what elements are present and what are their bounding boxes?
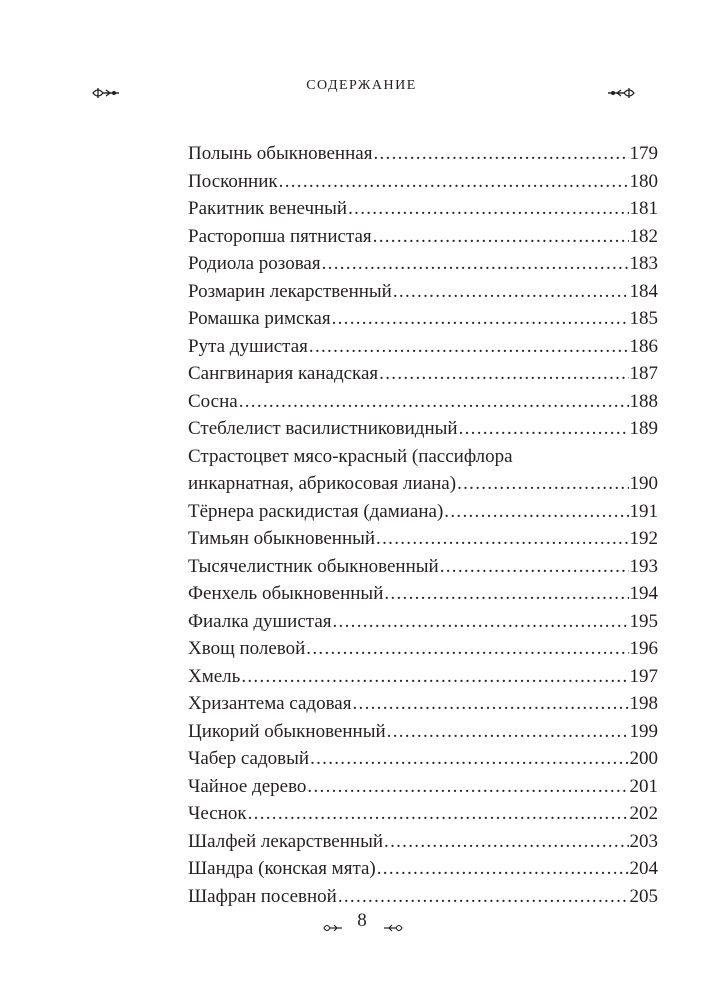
toc-entry xyxy=(188,828,658,856)
toc-entry-title: Чабер садовый xyxy=(188,748,310,769)
toc-entry-title: Чеснок xyxy=(188,803,247,824)
toc-entry xyxy=(188,800,658,828)
toc-entry-page: 196 xyxy=(629,638,658,659)
page-number: 8 xyxy=(357,910,367,931)
toc-entry-page: 197 xyxy=(629,665,658,687)
toc-entry-page: 183 xyxy=(629,253,658,274)
toc-entry-title: Хризантема садовая xyxy=(188,693,352,714)
toc-entry-title: Розмарин лекарственный xyxy=(188,280,392,302)
toc-entry-page: 204 xyxy=(629,858,658,879)
toc-entry-title-line2: инкарнатная, абрикосовая лиана) xyxy=(188,473,457,494)
toc-entry-page: 191 xyxy=(629,500,658,522)
toc-entry xyxy=(188,525,658,553)
toc-entry xyxy=(188,745,658,773)
toc-entry xyxy=(188,305,658,333)
toc-entry-title: Тимьян обыкновенный xyxy=(188,528,376,549)
toc-entry xyxy=(188,333,658,361)
toc-entry-page: 199 xyxy=(629,720,658,742)
toc-entry xyxy=(188,388,658,416)
toc-entry-page: 200 xyxy=(629,748,658,769)
toc-entry xyxy=(188,580,658,608)
toc-entry-title: Шалфей лекарственный xyxy=(188,830,384,852)
toc-entry xyxy=(188,663,658,691)
toc-entry-title: Цикорий обыкновенный xyxy=(188,720,386,742)
toc-entry-page: 184 xyxy=(629,280,658,302)
toc-entry xyxy=(188,718,658,746)
toc-entry-page: 187 xyxy=(629,363,658,384)
toc-entry xyxy=(188,553,658,581)
toc-entry-page: 201 xyxy=(629,775,658,797)
toc-entry-title: Ракитник венечный xyxy=(188,198,348,219)
toc-entry-title: Шафран посевной xyxy=(188,885,337,907)
toc-entry-page: 182 xyxy=(629,225,658,247)
toc-entry xyxy=(188,470,658,498)
toc-entry-title: Ромашка римская xyxy=(188,308,331,329)
toc-entry xyxy=(188,855,658,883)
toc-entry-page: 179 xyxy=(629,143,658,164)
toc-entry xyxy=(188,140,658,168)
header-title: СОДЕРЖАНИЕ xyxy=(306,78,417,93)
toc-entry-title: Рута душистая xyxy=(188,335,308,357)
toc-entry xyxy=(188,690,658,718)
toc-entry-page: 188 xyxy=(629,390,658,412)
toc-entry xyxy=(188,250,658,278)
toc-entry xyxy=(188,360,658,388)
toc-entry xyxy=(188,195,658,223)
toc-entry-title: Чайное дерево xyxy=(188,775,307,797)
toc-entry-page: 195 xyxy=(629,610,658,632)
toc-entry-title: Шандра (конская мята) xyxy=(188,858,376,879)
toc-entry-page: 198 xyxy=(629,693,658,714)
toc-entry-page: 203 xyxy=(629,830,658,852)
toc-entry-page: 193 xyxy=(629,555,658,577)
toc-entry-title: Посконник xyxy=(188,170,278,192)
footer-ornament-right-icon xyxy=(383,920,403,938)
toc-entry-page: 192 xyxy=(629,528,658,549)
toc-entry xyxy=(188,883,658,911)
footer-ornament-left-icon xyxy=(323,920,343,938)
toc-entry-title: Сангвинария канадская xyxy=(188,363,379,384)
toc-entry-title: Стеблелист василистниковидный xyxy=(188,418,458,439)
toc-entry-page: 181 xyxy=(629,198,658,219)
toc-entry xyxy=(188,278,658,306)
table-of-contents xyxy=(188,140,658,910)
toc-entry-page: 190 xyxy=(629,473,658,494)
toc-entry xyxy=(188,415,658,443)
toc-entry-title: Тёрнера раскидистая (дамиана) xyxy=(188,500,444,522)
toc-entry-title-line1: Страстоцвет мясо-красный (пассифлора xyxy=(188,445,513,467)
toc-entry xyxy=(188,223,658,251)
header-ornament-left-icon xyxy=(92,87,120,99)
toc-entry-page: 205 xyxy=(629,885,658,907)
header-ornament-right-icon xyxy=(607,87,635,99)
toc-entry-title: Сосна xyxy=(188,390,238,412)
toc-entry-title: Расторопша пятнистая xyxy=(188,225,372,247)
toc-entry xyxy=(188,498,658,526)
toc-entry-page: 185 xyxy=(629,308,658,329)
toc-entry-title: Хмель xyxy=(188,665,241,687)
toc-entry xyxy=(188,168,658,196)
toc-entry-page: 189 xyxy=(629,418,658,439)
toc-entry-title: Тысячелистник обыкновенный xyxy=(188,555,439,577)
toc-entry xyxy=(188,608,658,636)
toc-entry-page: 202 xyxy=(629,803,658,824)
toc-entry xyxy=(188,635,658,663)
toc-entry-title: Родиола розовая xyxy=(188,253,321,274)
toc-entry-title: Фенхель обыкновенный xyxy=(188,583,384,604)
toc-entry-title: Полынь обыкновенная xyxy=(188,143,373,164)
toc-entry-page: 180 xyxy=(629,170,658,192)
toc-entry xyxy=(188,773,658,801)
toc-entry-title: Хвощ полевой xyxy=(188,638,306,659)
toc-entry-page: 186 xyxy=(629,335,658,357)
toc-entry-title: Фиалка душистая xyxy=(188,610,332,632)
page-footer xyxy=(0,910,723,940)
toc-entry-page: 194 xyxy=(629,583,658,604)
